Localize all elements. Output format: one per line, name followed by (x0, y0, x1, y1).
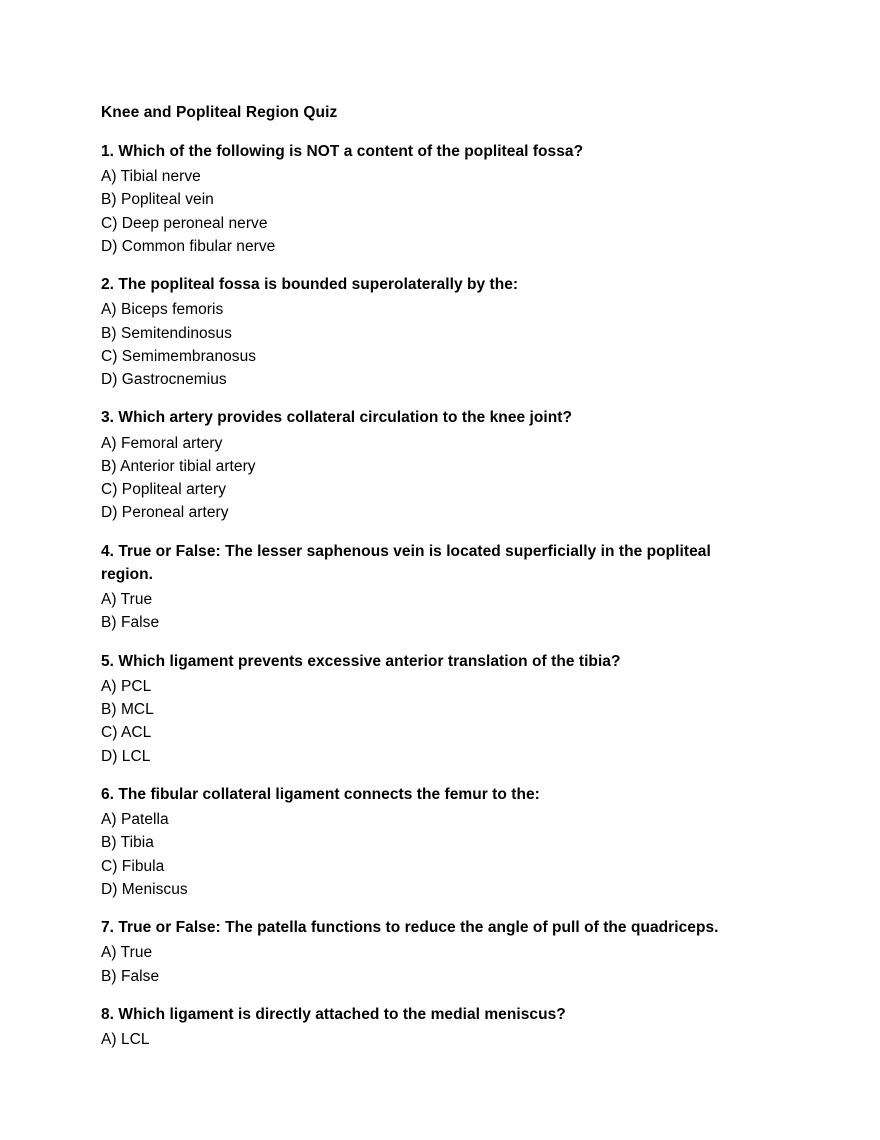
question-text: 3. Which artery provides collateral circulation to the knee joint? (101, 409, 572, 427)
question-block (101, 1003, 721, 1052)
option-item[interactable]: C) Deep peroneal nerve (101, 214, 268, 232)
question-text: 7. True or False: The patella functions to reduce the angle of pull of the quadriceps. (101, 919, 719, 937)
question-block (101, 916, 721, 988)
option-item[interactable]: C) Semimembranosus (101, 347, 257, 365)
document-body (101, 103, 721, 1066)
question-text: 8. Which ligament is directly attached to the medial meniscus? (101, 1005, 566, 1023)
option-list (101, 808, 721, 901)
option-item[interactable]: A) True (101, 591, 153, 609)
question-text: 5. Which ligament prevents excessive anterior translation of the tibia? (101, 652, 621, 670)
option-item[interactable]: B) Popliteal vein (101, 191, 214, 209)
option-item[interactable]: A) Patella (101, 811, 169, 829)
option-item[interactable]: D) Common fibular nerve (101, 237, 276, 255)
option-item[interactable]: A) True (101, 944, 153, 962)
option-list (101, 588, 721, 635)
option-item[interactable]: B) MCL (101, 701, 154, 719)
question-block (101, 406, 721, 524)
option-item[interactable]: B) False (101, 614, 160, 632)
option-item[interactable]: B) Tibia (101, 834, 154, 852)
question-text: 6. The fibular collateral ligament connects the femur to the: (101, 785, 540, 803)
question-block (101, 783, 721, 901)
question-text: 4. True or False: The lesser saphenous vein is located superficially in the popliteal region. (101, 542, 711, 583)
question-text: 2. The popliteal fossa is bounded superolaterally by the: (101, 276, 519, 294)
option-list (101, 432, 721, 525)
option-item[interactable]: D) Gastrocnemius (101, 371, 227, 389)
option-list (101, 675, 721, 768)
option-list (101, 165, 721, 258)
option-item[interactable]: A) PCL (101, 677, 152, 695)
option-item[interactable]: D) Peroneal artery (101, 504, 229, 522)
option-item[interactable]: A) Biceps femoris (101, 301, 224, 319)
option-item[interactable]: C) Popliteal artery (101, 481, 226, 499)
question-block (101, 650, 721, 768)
option-item[interactable]: B) False (101, 967, 160, 985)
option-item[interactable]: A) LCL (101, 1031, 150, 1049)
option-list (101, 941, 721, 988)
document-title: Knee and Popliteal Region Quiz (101, 104, 338, 121)
question-text: 1. Which of the following is NOT a content of the popliteal fossa? (101, 142, 584, 160)
option-item[interactable]: D) Meniscus (101, 880, 188, 898)
question-block (101, 273, 721, 391)
question-block (101, 140, 721, 258)
option-item[interactable]: C) Fibula (101, 857, 165, 875)
option-item[interactable]: B) Semitendinosus (101, 324, 232, 342)
option-item[interactable]: C) ACL (101, 724, 152, 742)
question-block (101, 540, 721, 635)
option-item[interactable]: B) Anterior tibial artery (101, 457, 256, 475)
option-list (101, 1028, 721, 1051)
option-list (101, 298, 721, 391)
option-item[interactable]: A) Tibial nerve (101, 168, 201, 186)
option-item[interactable]: D) LCL (101, 747, 151, 765)
option-item[interactable]: A) Femoral artery (101, 434, 223, 452)
